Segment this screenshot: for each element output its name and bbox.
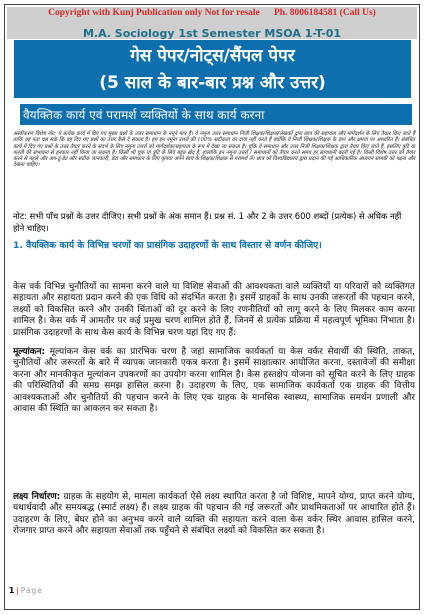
assessment-label: मूल्यांकन: [13,347,46,357]
topic-heading: वैयक्तिक कार्य एवं परामर्श व्यक्तियों के साथ कार्य करना [20,104,412,125]
instructions-note: नोट: सभी पाँच प्रश्नों के उत्तर दीजिए। सभी प्रश्नों के अंक समान हैं। प्रश्न सं. 1 और 2 के उत्तर 600 शब्दों (प्रत्येक) से अधिक नहीं होने चाहिए। [13,211,402,233]
disclaimer-text: अस्वीकरण विशेष नोट: ये प्रत्येक कार्य में दिए गए मुख्य प्रश्नों के उत्तर समाधान के नमूने मात्र हैं। ये नमूना उत्तर समाधान निजी शिक्षक/शिक्षक/लेखकों द्वारा छात्र की सहायता और मार्गदर्शन के लिए तैयार किए जाते हैं ताकि यह पता चल सके कि वह दिए गए प्रश्नों का उत्तर कैसे दे सकता है। हम इन नमूना उत्तरों की 100% सटीकता का दावा नहीं करते हैं क्योंकि ये निजी शिक्षक/शिक्षक के ज्ञान और क्षमता पर आधारित हैं। संबंधित कार्य में दिए गए प्रश्नों के उत्तर तैयार करने के संदर्भ के लिए नमूना उत्तरों को मार्गदर्शक/सहायता के रूप में देखा जा सकता है। चूंकि ये समाधान और उत्तर निजी शिक्षक/शिक्षक द्वारा तैयार किए जाते हैं, इसलिए त्रुटि या गलती की संभावना से इनकार नहीं किया जा सकता है। किसी भी चूक या त्रुटि के लिए बहुत खेद है, हालांकि इन नमूना उत्तरों / समाधानों को तैयार करते समय हर सावधानी बरती गई है। किसी विशेष उत्तर को तैयार करने से पहले और अप-टू-डेट और सटीक जानकारी, डेटा और समाधान के लिए कृपया अपने स्वयं के शिक्षक/शिक्षक से परामर्श लें। छात्र को विश्वविद्यालय द्वारा प्रदान की गई आधिकारिक अध्ययन सामग्री को पढ़ना और देखना चाहिए। [13,131,415,169]
page-number: 1 [9,586,15,595]
goal-setting-text: ग्राहक के सहयोग से, मामला कार्यकर्ता ऐसे लक्ष्य स्थापित करता है जो विशिष्ट, मापने योग्य, प्राप्त करने योग्य, यथार्थवादी और समयबद्ध (स्मार्ट लक्ष्य) हैं। लक्ष्य ग्राहक की पहचान की गई जरूरतों और प्राथमिकताओं पर आधारित होते हैं। उदाहरण के लिए, बेघर होने का अनुभव करने वाले व्यक्ति की सहायता करने वाला केस वर्कर स्थिर आवास हासिल करने, रोजगार प्राप्त करने और सहायता सेवाओं तक पहुँचने से संबंधित लक्ष्यों को विकसित कर सकता है। [13,492,415,537]
footer-separator: | [16,586,19,595]
assessment-text: मूल्यांकन केस वर्क का प्रारंभिक चरण है जहां सामाजिक कार्यकर्ता या केस वर्कर सेवार्थी की स्थिति, ताकत, चुनौतियों और जरूरतों के बारे में व्यापक जानकारी एकत्र करता है। इसमें साक्षात्कार आयोजित करना, दस्तावेजों की समीक्षा करना और मानकीकृत मूल्यांकन उपकरणों का उपयोग करना शामिल है। केस हस्तक्षेप योजना को सूचित करने के लिए ग्राहक की परिस्थितियों की समग्र समझ हासिल करना है। उदाहरण के लिए, एक सामाजिक कार्यकर्ता एक ग्राहक की वित्तीय आवश्यकताओं और चुनौतियों की पहचान करने के लिए एक ग्राहक के मानसिक स्वास्थ्य, सामाजिक समर्थन प्रणाली और आवास की स्थिति का आकलन कर सकता है। [13,347,415,415]
answer-paragraph-assessment [13,347,415,415]
question-1: 1. वैयक्तिक कार्य के विभिन्न चरणों का प्रासंगिक उदाहरणों के साथ विस्तार से वर्णन कीजिए। [13,240,322,251]
copyright-text: Copyright with Kunj Publication only Not for resale [48,8,260,18]
phone-text: Ph. 8006184581 (Call Us) [273,8,376,18]
title-banner [14,40,411,98]
page-footer [9,586,43,595]
banner-title-line2: (5 साल के बार-बार प्रश्न और उत्तर) [99,73,326,93]
goal-setting-label: लक्ष्य निर्धारण: [13,492,61,502]
course-subtitle: M.A. Sociology 1st Semester MSOA 1-T-01 [82,27,342,40]
answer-paragraph-goal-setting [13,492,415,538]
answer-paragraph-intro: केस वर्क विभिन्न चुनौतियों का सामना करने वाले या विशिष्ट सेवाओं की आवश्यकता वाले व्यक्तियों या परिवारों को व्यक्तिगत सहायता और सहायता प्रदान करने की एक विधि को संदर्भित करता है। इसमें ग्राहकों के साथ उनकी जरूरतों की पहचान करने, लक्ष्यों को विकसित करने और उनकी चिंताओं को दूर करने के लिए रणनीतियों को लागू करने के लिए मिलकर काम करना शामिल है। केस वर्क में आमतौर पर कई प्रमुख चरण शामिल होते हैं, जिनमें से प्रत्येक प्रक्रिया में महत्वपूर्ण भूमिका निभाता है। प्रासंगिक उदाहरणों के साथ केस कार्य के विभिन्न चरण यहां दिए गए हैं: [13,282,415,338]
banner-title-line1: गेस पेपर/नोट्स/सैंपल पेपर [130,46,295,66]
page-label: Page [20,586,43,595]
header-bar [7,7,417,39]
publisher-line [7,8,417,18]
